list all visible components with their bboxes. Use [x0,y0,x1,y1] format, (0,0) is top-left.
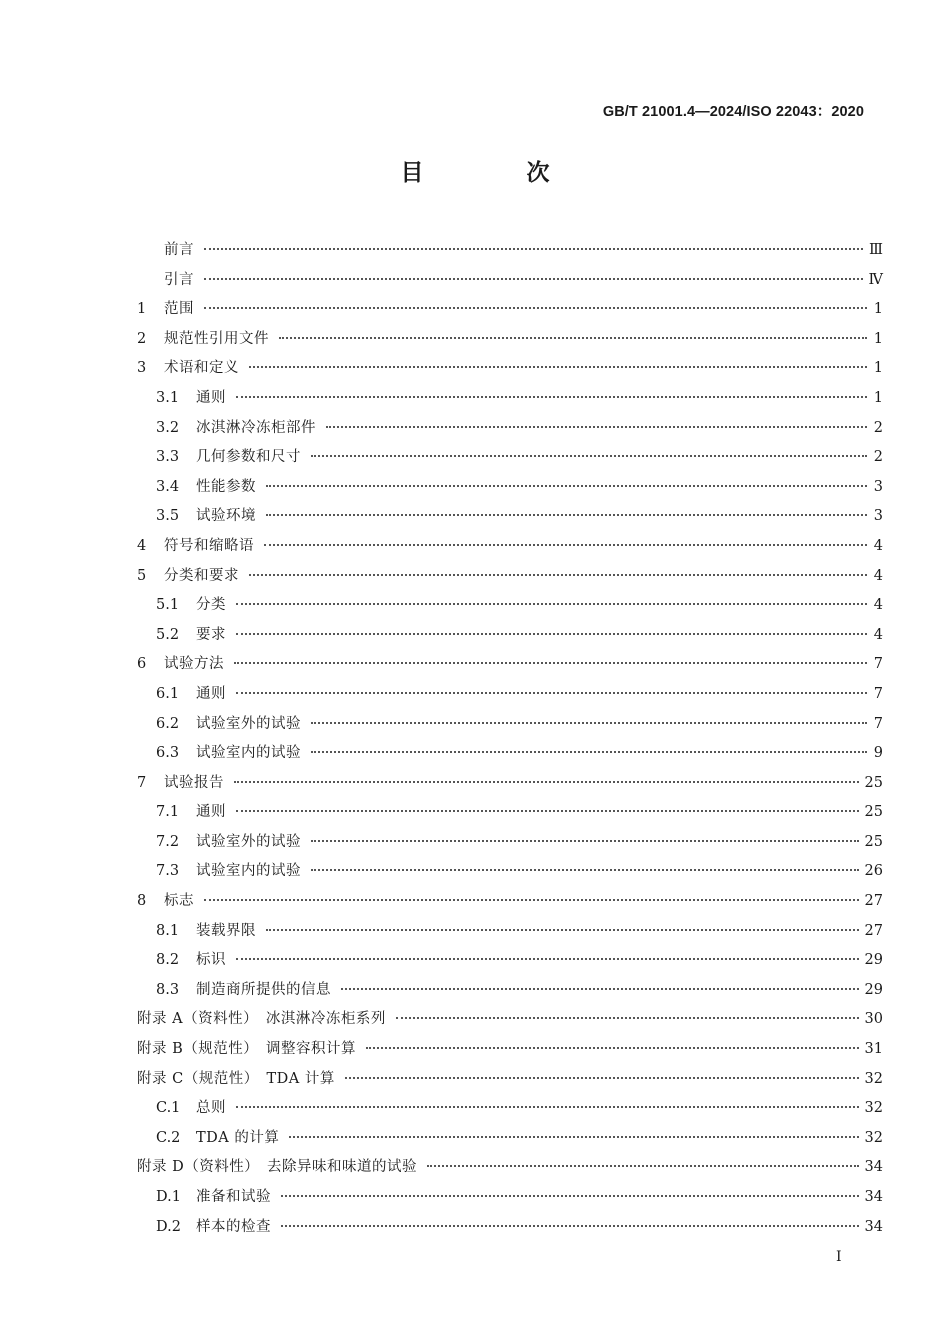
toc-entry-number: 5.1 [156,597,180,614]
toc-entry-label: 术语和定义 [164,360,239,377]
toc-entry-number: 8.2 [156,952,180,969]
toc-entry-label: 装载界限 [196,922,256,939]
toc-entry-number: 5 [137,567,147,584]
toc-dot-leader [204,248,863,250]
toc-entry-number: 7.2 [156,833,180,850]
toc-entry-page: 4 [873,537,883,554]
toc-entry-page: 32 [864,1100,883,1117]
toc-dot-leader [289,1136,858,1138]
toc-entry-label: 性能参数 [196,478,256,495]
toc-entry-label: 附录 A（资料性） 冰淇淋冷冻柜系列 [137,1011,386,1028]
toc-entry[interactable] [137,1153,883,1183]
toc-dot-leader [236,692,867,694]
toc-entry-label: 通则 [196,685,226,702]
toc-entry-label: 试验方法 [164,656,224,673]
toc-dot-leader [341,988,859,990]
toc-entry-number: 3 [137,360,147,377]
toc-entry-label: TDA 的计算 [196,1129,280,1146]
toc-entry-label: 试验环境 [196,508,256,525]
toc-entry[interactable] [137,946,883,976]
toc-entry-number: 8.1 [156,922,180,939]
toc-entry-page: 32 [864,1070,883,1087]
toc-entry[interactable] [137,473,883,503]
toc-entry-page: 34 [864,1189,883,1205]
toc-entry[interactable] [137,621,883,651]
toc-dot-leader [236,603,867,605]
toc-entry-number: 6 [137,656,147,673]
toc-dot-leader [396,1017,859,1019]
toc-entry-number: 6.2 [156,715,180,732]
toc-dot-leader [249,574,867,576]
toc-entry-label: 附录 B（规范性） 调整容积计算 [137,1041,357,1058]
toc-entry-label: 符号和缩略语 [164,537,254,554]
toc-entry[interactable] [137,976,883,1006]
toc-entry-label: 规范性引用文件 [164,330,269,347]
toc-entry-page: 7 [873,715,883,732]
toc-entry-page: 4 [873,626,883,643]
toc-entry-page: 3 [873,478,883,495]
toc-entry[interactable] [137,798,883,828]
toc-entry[interactable] [137,266,883,296]
toc-entry-page: 4 [873,567,883,584]
toc-entry-number: 6.3 [156,745,180,762]
toc-entry[interactable] [137,1094,883,1124]
toc-entry-page: 7 [873,685,883,702]
toc-entry-page: 2 [873,449,883,466]
toc-dot-leader [345,1077,859,1079]
toc-entry-number: 1 [137,301,147,318]
toc-entry[interactable] [137,710,883,740]
toc-dot-leader [264,544,867,546]
toc-entry[interactable] [137,295,883,325]
toc-entry[interactable] [137,562,883,592]
toc-entry[interactable] [137,1183,883,1213]
toc-entry[interactable] [137,354,883,384]
toc-entry-number: 5.2 [156,626,180,643]
toc-entry-label: 冰淇淋冷冻柜部件 [196,419,316,436]
toc-entry-number: 3.2 [156,419,180,436]
toc-entry-number: 4 [137,537,147,554]
toc-entry-page: 34 [864,1218,883,1235]
toc-dot-leader [234,662,867,664]
toc-entry-number: 6.1 [156,685,180,702]
toc-entry-number: D.1 [156,1189,181,1205]
toc-entry[interactable] [137,828,883,858]
standard-code: GB/T 21001.4—2024/ISO 22043：2020 [602,104,864,120]
toc-dot-leader [266,514,867,516]
toc-entry-number: 7.1 [156,804,180,821]
toc-entry-number: C.1 [156,1100,181,1117]
toc-entry[interactable] [137,414,883,444]
toc-entry-page: 32 [864,1129,883,1146]
toc-entry-label: 通则 [196,804,226,821]
toc-entry-label: 制造商所提供的信息 [196,981,331,998]
toc-dot-leader [281,1195,859,1197]
toc-entry-page: Ⅳ [868,271,883,288]
toc-entry-label: 分类 [196,597,226,614]
page-number: I [836,1249,842,1265]
toc-entry-page: 3 [873,508,883,525]
toc-entry-page: Ⅲ [869,242,883,258]
toc-entry-label: 准备和试验 [196,1189,271,1205]
toc-entry-label: 分类和要求 [164,567,239,584]
toc-entry[interactable] [137,1213,883,1243]
toc-entry-page: 25 [864,804,883,821]
toc-entry-page: 31 [864,1041,883,1058]
toc-dot-leader [204,899,859,901]
toc-dot-leader [234,781,859,783]
toc-entry[interactable] [137,502,883,532]
toc-entry[interactable] [137,443,883,473]
toc-entry[interactable] [137,1124,883,1154]
toc-dot-leader [279,337,867,339]
toc-entry[interactable] [137,236,883,266]
toc-dot-leader [266,929,859,931]
toc-dot-leader [236,810,859,812]
toc-dot-leader [311,722,867,724]
toc-entry[interactable] [137,739,883,769]
toc-entry-page: 9 [873,745,883,762]
toc-entry-page: 27 [864,922,883,939]
toc-entry-page: 1 [873,360,883,377]
toc-entry[interactable] [137,857,883,887]
toc-entry-page: 4 [873,597,883,614]
toc-entry[interactable] [137,1035,883,1065]
toc-entry-label: 标识 [196,952,226,969]
toc-dot-leader [236,396,867,398]
toc-entry-label: 前言 [164,242,194,258]
toc-entry-label: 附录 D（资料性） 去除异味和味道的试验 [137,1159,417,1176]
toc-entry-label: 试验室内的试验 [196,863,301,880]
toc-entry[interactable] [137,650,883,680]
toc-entry-page: 1 [873,301,883,318]
toc-entry-number: 8.3 [156,981,180,998]
toc-entry-label: 范围 [164,301,194,318]
toc-entry[interactable] [137,917,883,947]
toc-dot-leader [281,1225,859,1227]
toc-entry-label: 样本的检查 [196,1218,271,1235]
toc-entry[interactable] [137,1065,883,1095]
table-of-contents [137,236,883,1242]
toc-entry[interactable] [137,325,883,355]
toc-entry-page: 1 [873,389,883,406]
toc-entry-page: 2 [873,419,883,436]
toc-entry-page: 1 [873,330,883,347]
toc-entry-page: 29 [864,981,883,998]
toc-entry-number: C.2 [156,1129,181,1146]
toc-dot-leader [236,633,867,635]
toc-dot-leader [204,278,863,280]
toc-entry-number: 2 [137,330,147,347]
toc-entry[interactable] [137,532,883,562]
toc-dot-leader [266,485,867,487]
toc-entry[interactable] [137,769,883,799]
toc-entry-page: 25 [864,774,883,791]
toc-entry-label: 总则 [196,1100,226,1117]
toc-entry-label: 要求 [196,626,226,643]
toc-entry-label: 试验室内的试验 [196,745,301,762]
toc-dot-leader [311,455,867,457]
toc-entry-page: 27 [864,893,883,910]
toc-entry-label: 试验室外的试验 [196,715,301,732]
toc-entry-label: 几何参数和尺寸 [196,449,301,466]
toc-dot-leader [236,1106,859,1108]
toc-entry-number: 3.5 [156,508,180,525]
toc-entry[interactable] [137,887,883,917]
toc-entry[interactable] [137,384,883,414]
toc-entry-label: 标志 [164,893,194,910]
toc-dot-leader [204,307,867,309]
toc-entry-label: 附录 C（规范性） TDA 计算 [137,1070,335,1087]
toc-entry-page: 7 [873,656,883,673]
toc-entry-number: 7 [137,774,147,791]
toc-dot-leader [326,426,867,428]
toc-entry-page: 34 [864,1159,883,1176]
toc-entry-number: 7.3 [156,863,180,880]
toc-dot-leader [427,1165,859,1167]
toc-entry-page: 30 [864,1011,883,1028]
toc-entry[interactable] [137,680,883,710]
page-title: 目 次 [400,160,590,186]
toc-entry-number: 3.4 [156,478,180,495]
toc-entry[interactable] [137,591,883,621]
toc-dot-leader [366,1047,859,1049]
toc-entry-label: 引言 [164,271,194,288]
toc-entry[interactable] [137,1005,883,1035]
toc-entry-page: 29 [864,952,883,969]
toc-entry-number: 3.3 [156,449,180,466]
toc-entry-label: 试验室外的试验 [196,833,301,850]
toc-entry-page: 25 [864,833,883,850]
toc-dot-leader [311,840,859,842]
toc-entry-number: 8 [137,893,147,910]
toc-entry-label: 试验报告 [164,774,224,791]
toc-entry-page: 26 [864,863,883,880]
toc-entry-number: D.2 [156,1218,181,1235]
toc-dot-leader [236,958,859,960]
toc-dot-leader [311,751,867,753]
toc-dot-leader [311,869,859,871]
toc-entry-label: 通则 [196,389,226,406]
toc-dot-leader [249,366,867,368]
toc-entry-number: 3.1 [156,389,180,406]
